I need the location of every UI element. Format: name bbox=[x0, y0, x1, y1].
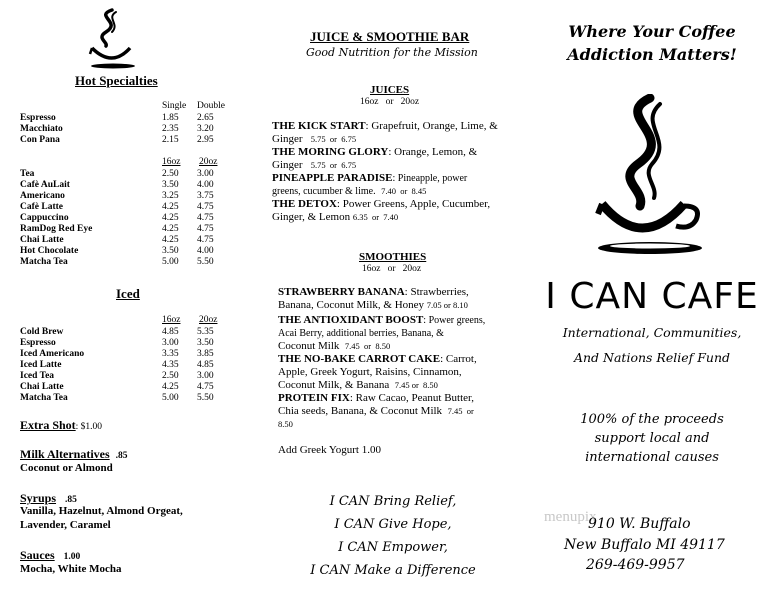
item-desc: : Power greens, bbox=[423, 315, 486, 326]
iced-col-16oz: 16oz bbox=[162, 315, 181, 325]
syrups-price: .85 bbox=[65, 495, 77, 505]
milk-alternatives bbox=[20, 447, 128, 462]
item-desc: Ginger, & Lemon bbox=[272, 211, 351, 223]
address-line-1: 910 W. Buffalo bbox=[588, 516, 691, 532]
item-name: PROTEIN FIX bbox=[278, 392, 350, 404]
menu-item bbox=[278, 353, 522, 392]
menu-item: Chai Latte bbox=[20, 382, 64, 392]
menu-item: Hot Chocolate bbox=[20, 246, 79, 256]
price-large: 4.85 bbox=[197, 360, 214, 370]
syrups-line-2: Lavender, Caramel bbox=[20, 519, 111, 531]
item-desc: Banana, Coconut Milk, & Honey bbox=[278, 299, 425, 311]
item-price: 7.40 or 8.45 bbox=[381, 186, 427, 196]
price-large: 4.00 bbox=[197, 246, 214, 256]
hot-col-16oz: 16oz bbox=[162, 157, 181, 167]
item-desc: : Pineapple, power bbox=[392, 173, 468, 184]
item-desc: Ginger bbox=[272, 159, 303, 171]
menu-item: Espresso bbox=[20, 338, 56, 348]
menu-item: RamDog Red Eye bbox=[20, 224, 93, 234]
price-large: 3.50 bbox=[197, 338, 214, 348]
proceeds-line-1: 100% of the proceeds bbox=[580, 412, 724, 427]
price-small: 3.35 bbox=[162, 349, 179, 359]
cafe-name: I CAN CAFE bbox=[545, 276, 759, 317]
item-desc: : Raw Cacao, Peanut Butter, bbox=[349, 392, 475, 404]
menu-item: Espresso bbox=[20, 113, 56, 123]
price-large: 3.20 bbox=[197, 124, 214, 134]
juices-title: JUICES bbox=[370, 84, 410, 96]
item-name: THE ANTIOXIDANT BOOST bbox=[278, 314, 424, 326]
price-small: 4.25 bbox=[162, 224, 179, 234]
item-name: THE NO-BAKE CARROT CAKE bbox=[278, 353, 441, 365]
price-small: 5.00 bbox=[162, 257, 179, 267]
menu-item: Tea bbox=[20, 169, 35, 179]
item-price: 5.75 or 6.75 bbox=[310, 160, 357, 170]
item-desc: Coconut Milk, & Banana bbox=[278, 379, 390, 391]
price-small: 4.85 bbox=[162, 327, 179, 337]
milk-label: Milk Alternatives bbox=[20, 447, 110, 461]
tagline-4: I CAN Make a Difference bbox=[310, 563, 476, 578]
menu-item bbox=[272, 146, 522, 172]
slogan-line-1: Where Your Coffee bbox=[568, 22, 736, 41]
item-desc: greens, cucumber & lime. bbox=[272, 186, 376, 197]
menu-item bbox=[278, 286, 522, 312]
fund-line-1: International, Communities, bbox=[562, 325, 742, 340]
smoothies-title: SMOOTHIES bbox=[359, 251, 427, 263]
price-small: 1.85 bbox=[162, 113, 179, 123]
left-panel bbox=[0, 0, 262, 602]
price-large: 2.65 bbox=[197, 113, 214, 123]
item-desc: : Strawberries, bbox=[404, 286, 469, 298]
juice-bar-subtitle: Good Nutrition for the Mission bbox=[306, 46, 478, 59]
hot-col-20oz: 20oz bbox=[199, 157, 218, 167]
item-name: THE DETOX bbox=[272, 198, 337, 210]
milk-options: Coconut or Almond bbox=[20, 462, 113, 474]
price-small: 3.25 bbox=[162, 191, 179, 201]
price-large: 3.85 bbox=[197, 349, 214, 359]
price-large: 4.75 bbox=[197, 202, 214, 212]
menu-item: Iced Latte bbox=[20, 360, 62, 370]
item-name: THE MORING GLORY bbox=[272, 146, 389, 158]
price-small: 4.25 bbox=[162, 382, 179, 392]
milk-price: .85 bbox=[115, 451, 128, 461]
extra-shot-label: Extra Shot bbox=[20, 418, 76, 432]
juice-bar-title: JUICE & SMOOTHIE BAR bbox=[310, 29, 470, 44]
price-large: 3.00 bbox=[197, 371, 214, 381]
iced-title: Iced bbox=[116, 286, 140, 301]
syrups bbox=[20, 491, 77, 506]
price-small: 3.00 bbox=[162, 338, 179, 348]
price-small: 5.00 bbox=[162, 393, 179, 403]
price-large: 3.75 bbox=[197, 191, 214, 201]
sauces-price: 1.00 bbox=[63, 552, 81, 562]
sauces bbox=[20, 548, 80, 563]
item-name: STRAWBERRY BANANA bbox=[278, 286, 405, 298]
item-price: 6.35 or 7.40 bbox=[352, 212, 399, 222]
hot-specialties-title: Hot Specialties bbox=[75, 73, 158, 88]
price-small: 4.25 bbox=[162, 202, 179, 212]
item-price: 7.45 or 8.50 bbox=[394, 380, 438, 390]
price-small: 2.15 bbox=[162, 135, 179, 145]
price-small: 2.50 bbox=[162, 371, 179, 381]
price-small: 2.50 bbox=[162, 169, 179, 179]
extra-shot-price: : $1.00 bbox=[75, 422, 103, 432]
item-name: PINEAPPLE PARADISE bbox=[272, 172, 393, 184]
price-small: 3.50 bbox=[162, 246, 179, 256]
item-name: THE KICK START bbox=[272, 120, 366, 132]
menu-item bbox=[278, 392, 522, 431]
phone-number: 269-469-9957 bbox=[586, 557, 685, 573]
item-desc: Coconut Milk bbox=[278, 340, 340, 352]
price-large: 2.95 bbox=[197, 135, 214, 145]
menu-item: Matcha Tea bbox=[20, 393, 68, 403]
menu-item: Americano bbox=[20, 191, 65, 201]
juices-sizes: 16oz or 20oz bbox=[360, 97, 420, 107]
price-large: 4.75 bbox=[197, 382, 214, 392]
watermark: menupix bbox=[544, 509, 597, 525]
item-desc: Apple, Greek Yogurt, Raisins, Cinnamon, bbox=[278, 366, 462, 378]
tagline-1: I CAN Bring Relief, bbox=[329, 494, 457, 509]
menu-item: Con Pana bbox=[20, 135, 60, 145]
item-desc: : Grapefruit, Orange, Lime, & bbox=[365, 120, 498, 132]
price-large: 4.75 bbox=[197, 235, 214, 245]
menu-item: Cappuccino bbox=[20, 213, 69, 223]
right-panel bbox=[524, 0, 780, 602]
address-line-2: New Buffalo MI 49117 bbox=[564, 537, 725, 553]
proceeds-line-2: support local and bbox=[594, 431, 710, 446]
price-small: 4.35 bbox=[162, 360, 179, 370]
middle-panel bbox=[262, 0, 524, 602]
menu-item bbox=[272, 120, 522, 146]
price-small: 4.25 bbox=[162, 213, 179, 223]
syrups-label: Syrups bbox=[20, 491, 57, 505]
menu-item bbox=[278, 314, 522, 353]
price-large: 4.00 bbox=[197, 180, 214, 190]
item-price: 7.05 or 8.10 bbox=[426, 300, 468, 310]
menu-item: Iced Tea bbox=[20, 371, 55, 381]
price-large: 4.75 bbox=[197, 213, 214, 223]
hot-col-single: Single bbox=[162, 101, 187, 111]
price-small: 2.35 bbox=[162, 124, 179, 134]
menu-item: Matcha Tea bbox=[20, 257, 68, 267]
coffee-cup-logo-icon bbox=[592, 94, 708, 260]
menu-item bbox=[272, 172, 522, 198]
price-small: 4.25 bbox=[162, 235, 179, 245]
item-desc: Acai Berry, additional berries, Banana, & bbox=[278, 328, 444, 339]
syrups-line-1: Vanilla, Hazelnut, Almond Orgeat, bbox=[20, 505, 183, 517]
proceeds-line-3: international causes bbox=[585, 450, 719, 465]
item-desc: : Carrot, bbox=[440, 353, 477, 365]
item-desc: Ginger bbox=[272, 133, 303, 145]
tagline-2: I CAN Give Hope, bbox=[334, 517, 452, 532]
fund-line-2: And Nations Relief Fund bbox=[573, 350, 730, 365]
extra-shot bbox=[20, 418, 102, 433]
item-price: 7.45 or bbox=[447, 406, 474, 416]
item-desc: : Power Greens, Apple, Cucumber, bbox=[336, 198, 491, 210]
menu-item: Cafè Latte bbox=[20, 202, 63, 212]
item-desc: Chia seeds, Banana, & Coconut Milk bbox=[278, 405, 443, 417]
price-large: 3.00 bbox=[197, 169, 214, 179]
price-large: 5.50 bbox=[197, 393, 214, 403]
menu-item: Chai Latte bbox=[20, 235, 64, 245]
price-small: 3.50 bbox=[162, 180, 179, 190]
menu-item: Macchiato bbox=[20, 124, 63, 134]
item-desc: : Orange, Lemon, & bbox=[388, 146, 478, 158]
price-large: 5.35 bbox=[197, 327, 214, 337]
item-price: 8.50 bbox=[278, 419, 293, 429]
price-large: 5.50 bbox=[197, 257, 214, 267]
sauces-label: Sauces bbox=[20, 548, 55, 562]
item-price: 7.45 or 8.50 bbox=[344, 341, 391, 351]
coffee-cup-icon bbox=[86, 8, 138, 70]
tagline-3: I CAN Empower, bbox=[338, 540, 448, 555]
slogan-line-2: Addiction Matters! bbox=[567, 45, 737, 64]
menu-item: Iced Americano bbox=[20, 349, 85, 359]
iced-col-20oz: 20oz bbox=[199, 315, 218, 325]
item-price: 5.75 or 6.75 bbox=[310, 134, 357, 144]
greek-yogurt-addon: Add Greek Yogurt 1.00 bbox=[278, 444, 381, 456]
smoothies-sizes: 16oz or 20oz bbox=[362, 264, 422, 274]
sauces-options: Mocha, White Mocha bbox=[20, 563, 122, 575]
menu-item bbox=[272, 198, 522, 224]
hot-col-double: Double bbox=[197, 101, 225, 111]
menu-item: Cafè AuLait bbox=[20, 180, 70, 190]
menu-item: Cold Brew bbox=[20, 327, 64, 337]
price-large: 4.75 bbox=[197, 224, 214, 234]
